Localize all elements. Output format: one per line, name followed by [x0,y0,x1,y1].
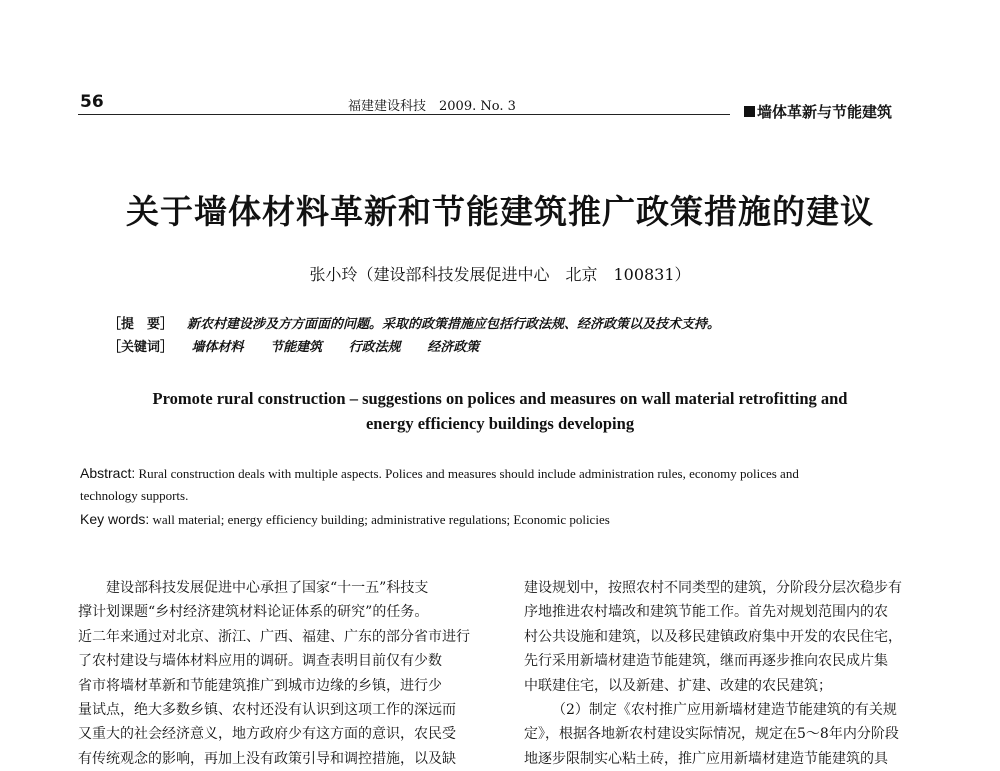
body-column-right [524,576,924,771]
body-line: 又重大的社会经济意义，地方政府少有这方面的意识，农民受 [78,726,456,743]
body-line: 量试点，绝大多数乡镇、农村还没有认识到这项工作的深远而 [78,702,456,719]
body-line: 近二年来通过对北京、浙江、广西、福建、广东的部分省市进行 [78,628,470,645]
keywords-cn [108,336,501,355]
keywords-en-text: wall material; energy efficiency building; administrative regulations; Economic policies [152,512,610,527]
keyword-item: 行政法规 [348,340,401,355]
body-line: 中联建住宅，以及新建、扩建、改建的农民建筑； [524,677,832,694]
journal-info: 福建建设科技 2009. No. 3 [348,99,516,114]
body-line: 先行采用新墙材建造节能建筑，继而再逐步推向农民成片集 [524,653,888,670]
keyword-item: 墙体材料 [191,340,244,355]
body-line: 了农村建设与墙体材料应用的调研。调查表明目前仅有少数 [78,653,442,670]
body-line: 省市将墙材革新和节能建筑推广到城市边缘的乡镇，进行少 [78,677,442,694]
keyword-item: 节能建筑 [270,340,323,355]
square-bullet-icon [744,106,755,117]
body-line: 地逐步限制实心粘土砖，推广应用新墙材建造节能建筑的具 [524,750,888,767]
body-line: 序地推进农村墙改和建筑节能工作。首先对规划范围内的农 [524,604,888,621]
abstract-cn-text: 新农村建设涉及方方面面的问题。采取的政策措施应包括行政法规、经济政策以及技术支持。 [187,317,721,332]
abstract-cn-label: ［提 要］ [108,317,174,332]
body-line: 建设规划中，按照农村不同类型的建筑，分阶段分层次稳步有 [524,580,902,596]
english-keywords [80,508,930,531]
article-title: 关于墙体材料革新和节能建筑推广政策措施的建议 [126,192,874,231]
body-column-left [78,576,478,771]
abstract-en-text: technology supports. [80,488,189,503]
abstract-en-text: Rural construction deals with multiple aspects. Polices and measures should include administration rules, economy polices and [138,466,799,481]
abstract-en-label: Abstract: [80,465,136,481]
keyword-item: 经济政策 [427,340,480,355]
section-label: 墙体革新与节能建筑 [757,103,893,121]
body-line: 建设部科技发展促进中心承担了国家“十一五”科技支 [106,580,429,596]
body-line: 有传统观念的影响，再加上没有政策引导和调控措施，以及缺 [78,750,456,767]
body-line: 撑计划课题“乡村经济建筑材料论证体系的研究”的任务。 [78,604,429,621]
english-title-line: Promote rural construction – suggestions on polices and measures on wall material retrofitting and [152,389,848,408]
body-line: 村公共设施和建筑，以及移民建镇政府集中开发的农民住宅， [524,628,902,645]
header-rule [78,114,730,115]
author-line: 张小玲（建设部科技发展促进中心 北京 100831） [309,265,691,284]
english-title [0,386,1000,436]
body-line: 定》，根据各地新农村建设实际情况，规定在5～8年内分阶段 [524,726,899,743]
section-heading [744,101,892,122]
english-title-line: energy efficiency buildings developing [365,414,635,433]
keywords-en-label: Key words: [80,511,150,527]
page-number: 56 [80,92,104,112]
abstract-cn [108,313,720,332]
english-abstract [80,462,930,507]
keywords-cn-label: ［关键词］ [108,340,174,355]
body-line: （2）制定《农村推广应用新墙材建造节能建筑的有关规 [552,702,897,719]
